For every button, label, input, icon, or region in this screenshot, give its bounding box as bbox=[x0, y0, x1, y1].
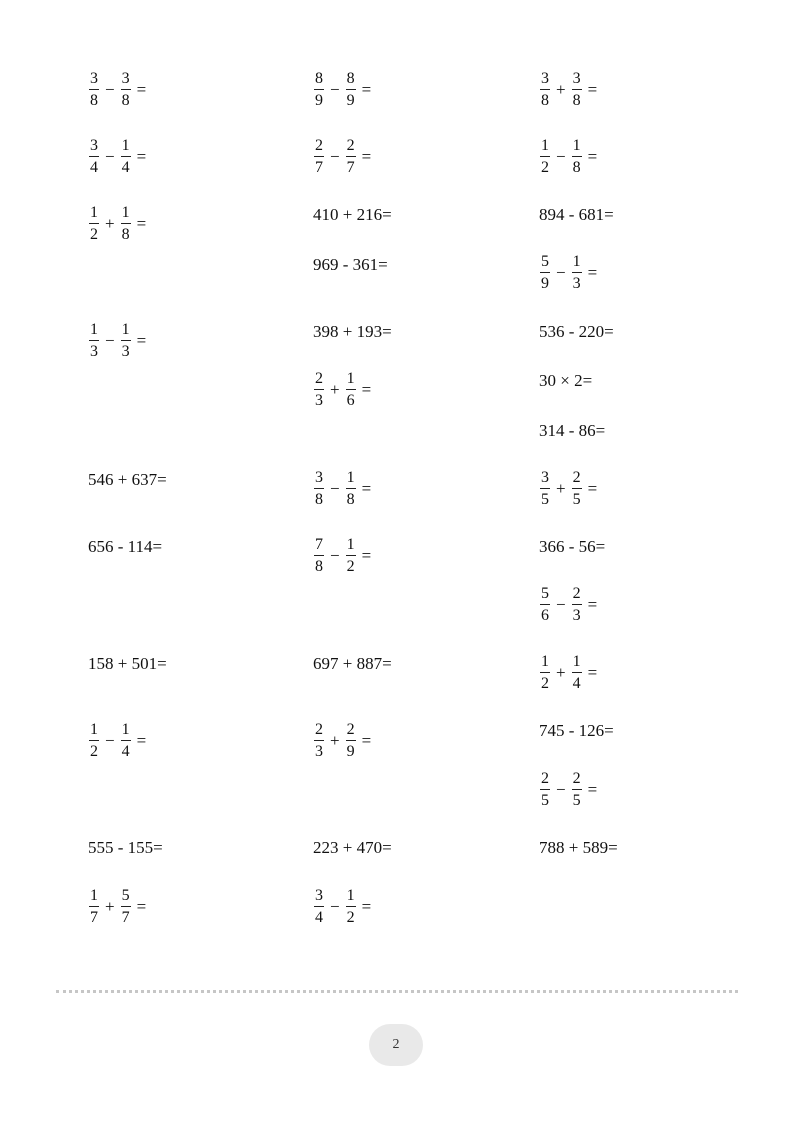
operator: + bbox=[105, 897, 115, 916]
fraction bbox=[540, 254, 550, 292]
math-problem bbox=[313, 367, 371, 413]
numerator: 3 bbox=[314, 470, 324, 489]
fraction bbox=[346, 888, 356, 926]
numerator: 1 bbox=[89, 205, 99, 224]
operator: − bbox=[330, 479, 340, 498]
math-problem bbox=[539, 309, 614, 355]
equals-sign: = bbox=[604, 205, 614, 224]
denominator: 3 bbox=[572, 275, 581, 292]
math-problem bbox=[539, 524, 605, 570]
denominator: 2 bbox=[541, 675, 549, 692]
denominator: 8 bbox=[315, 558, 323, 575]
page-number-badge bbox=[369, 1024, 423, 1066]
math-problem bbox=[539, 650, 597, 696]
math-problem bbox=[313, 884, 371, 930]
equals-sign: = bbox=[587, 663, 598, 682]
equals-sign: = bbox=[361, 380, 372, 399]
numerator: 3 bbox=[540, 470, 550, 489]
math-problem bbox=[539, 825, 618, 871]
math-problem bbox=[88, 67, 146, 113]
math-problem bbox=[313, 309, 392, 355]
equals-sign: = bbox=[136, 147, 147, 166]
equals-sign: = bbox=[582, 371, 593, 390]
denominator: 4 bbox=[121, 159, 130, 176]
fraction bbox=[121, 138, 131, 176]
denominator: 4 bbox=[90, 159, 98, 176]
fraction bbox=[346, 470, 356, 508]
denominator: 8 bbox=[346, 491, 355, 508]
equals-sign: = bbox=[361, 479, 372, 498]
equals-sign: = bbox=[157, 654, 167, 673]
denominator: 2 bbox=[90, 226, 98, 243]
arithmetic-expression: 366 - 56 bbox=[539, 537, 596, 556]
math-problem bbox=[539, 67, 597, 113]
numerator: 8 bbox=[314, 71, 324, 90]
denominator: 7 bbox=[121, 909, 130, 926]
fraction bbox=[540, 71, 550, 109]
numerator: 1 bbox=[346, 371, 356, 390]
operator: − bbox=[556, 147, 566, 166]
arithmetic-expression: 788 + 589 bbox=[539, 838, 609, 857]
numerator: 2 bbox=[572, 586, 582, 605]
fraction bbox=[89, 888, 99, 926]
math-problem bbox=[313, 134, 371, 180]
denominator: 8 bbox=[572, 159, 581, 176]
arithmetic-expression: 894 - 681 bbox=[539, 205, 605, 224]
fraction bbox=[121, 71, 131, 109]
operator: + bbox=[556, 663, 566, 682]
math-problem bbox=[313, 242, 388, 288]
numerator: 5 bbox=[540, 254, 550, 273]
denominator: 4 bbox=[572, 675, 581, 692]
numerator: 3 bbox=[572, 71, 582, 90]
operator: + bbox=[105, 214, 115, 233]
equals-sign: = bbox=[382, 654, 392, 673]
numerator: 1 bbox=[346, 888, 356, 907]
math-problem bbox=[313, 67, 371, 113]
math-problem bbox=[313, 533, 371, 579]
numerator: 1 bbox=[572, 138, 582, 157]
math-problem bbox=[313, 718, 371, 764]
numerator: 1 bbox=[121, 138, 131, 157]
arithmetic-expression: 158 + 501 bbox=[88, 654, 158, 673]
fraction bbox=[540, 586, 550, 624]
arithmetic-expression: 30 × 2 bbox=[539, 371, 583, 390]
numerator: 2 bbox=[572, 771, 582, 790]
fraction bbox=[89, 138, 99, 176]
equals-sign: = bbox=[153, 838, 163, 857]
fraction bbox=[572, 138, 582, 176]
numerator: 3 bbox=[540, 71, 550, 90]
math-problem bbox=[539, 767, 597, 813]
denominator: 7 bbox=[346, 159, 355, 176]
denominator: 8 bbox=[121, 92, 130, 109]
fraction bbox=[346, 138, 356, 176]
equals-sign: = bbox=[152, 537, 163, 556]
denominator: 9 bbox=[541, 275, 549, 292]
fraction bbox=[89, 722, 99, 760]
numerator: 1 bbox=[121, 205, 131, 224]
arithmetic-expression: 223 + 470 bbox=[313, 838, 383, 857]
math-problem bbox=[88, 201, 146, 247]
numerator: 1 bbox=[89, 722, 99, 741]
fraction bbox=[314, 722, 324, 760]
operator: + bbox=[556, 479, 566, 498]
denominator: 9 bbox=[315, 92, 323, 109]
math-problem bbox=[88, 318, 146, 364]
operator: − bbox=[556, 780, 566, 799]
denominator: 8 bbox=[90, 92, 98, 109]
arithmetic-expression: 969 - 361 bbox=[313, 255, 379, 274]
numerator: 1 bbox=[540, 654, 550, 673]
denominator: 6 bbox=[346, 392, 355, 409]
fraction bbox=[121, 205, 131, 243]
fraction bbox=[572, 71, 582, 109]
denominator: 3 bbox=[121, 343, 130, 360]
fraction bbox=[346, 537, 356, 575]
operator: + bbox=[556, 80, 566, 99]
math-problem bbox=[539, 708, 614, 754]
math-problem bbox=[313, 192, 392, 238]
math-problem bbox=[539, 250, 597, 296]
numerator: 1 bbox=[572, 654, 582, 673]
math-problem bbox=[88, 884, 146, 930]
denominator: 6 bbox=[541, 607, 549, 624]
fraction bbox=[121, 722, 131, 760]
fraction bbox=[540, 470, 550, 508]
numerator: 2 bbox=[346, 138, 356, 157]
equals-sign: = bbox=[382, 838, 392, 857]
math-problem bbox=[539, 192, 614, 238]
fraction bbox=[572, 654, 582, 692]
equals-sign: = bbox=[136, 731, 147, 750]
equals-sign: = bbox=[382, 322, 392, 341]
arithmetic-expression: 410 + 216 bbox=[313, 205, 383, 224]
numerator: 1 bbox=[89, 888, 99, 907]
math-problem bbox=[88, 134, 146, 180]
numerator: 1 bbox=[89, 322, 99, 341]
math-problem bbox=[88, 718, 146, 764]
fraction bbox=[121, 322, 131, 360]
arithmetic-expression: 546 + 637 bbox=[88, 470, 158, 489]
arithmetic-expression: 745 - 126 bbox=[539, 721, 605, 740]
equals-sign: = bbox=[382, 205, 392, 224]
fraction bbox=[346, 371, 356, 409]
denominator: 3 bbox=[315, 392, 323, 409]
operator: − bbox=[330, 546, 340, 565]
fraction bbox=[314, 71, 324, 109]
math-problem bbox=[313, 466, 371, 512]
denominator: 4 bbox=[121, 743, 130, 760]
arithmetic-expression: 656 - 114 bbox=[88, 537, 153, 556]
denominator: 3 bbox=[315, 743, 323, 760]
fraction bbox=[121, 888, 131, 926]
denominator: 5 bbox=[541, 792, 549, 809]
numerator: 1 bbox=[540, 138, 550, 157]
numerator: 2 bbox=[540, 771, 550, 790]
math-problem bbox=[539, 358, 592, 404]
equals-sign: = bbox=[587, 780, 598, 799]
equals-sign: = bbox=[587, 263, 598, 282]
fraction bbox=[540, 771, 550, 809]
operator: − bbox=[330, 897, 340, 916]
equals-sign: = bbox=[136, 214, 147, 233]
arithmetic-expression: 536 - 220 bbox=[539, 322, 605, 341]
numerator: 1 bbox=[346, 470, 356, 489]
fraction bbox=[572, 586, 582, 624]
fraction bbox=[572, 254, 582, 292]
operator: − bbox=[556, 595, 566, 614]
numerator: 5 bbox=[540, 586, 550, 605]
operator: − bbox=[105, 331, 115, 350]
numerator: 5 bbox=[121, 888, 131, 907]
denominator: 2 bbox=[541, 159, 549, 176]
dotted-divider bbox=[56, 990, 738, 993]
denominator: 2 bbox=[346, 909, 355, 926]
equals-sign: = bbox=[136, 80, 147, 99]
numerator: 7 bbox=[314, 537, 324, 556]
equals-sign: = bbox=[595, 537, 606, 556]
equals-sign: = bbox=[587, 595, 598, 614]
fraction bbox=[346, 722, 356, 760]
equals-sign: = bbox=[378, 255, 388, 274]
math-problem bbox=[539, 466, 597, 512]
operator: + bbox=[330, 380, 340, 399]
numerator: 8 bbox=[346, 71, 356, 90]
fraction bbox=[314, 470, 324, 508]
equals-sign: = bbox=[361, 897, 372, 916]
denominator: 5 bbox=[572, 792, 581, 809]
denominator: 8 bbox=[541, 92, 549, 109]
denominator: 2 bbox=[90, 743, 98, 760]
fraction bbox=[314, 371, 324, 409]
numerator: 3 bbox=[314, 888, 324, 907]
denominator: 9 bbox=[346, 743, 355, 760]
fraction bbox=[572, 470, 582, 508]
numerator: 3 bbox=[89, 71, 99, 90]
fraction bbox=[540, 138, 550, 176]
numerator: 3 bbox=[89, 138, 99, 157]
fraction bbox=[572, 771, 582, 809]
equals-sign: = bbox=[587, 80, 598, 99]
arithmetic-expression: 314 - 86 bbox=[539, 421, 596, 440]
equals-sign: = bbox=[608, 838, 618, 857]
operator: − bbox=[330, 147, 340, 166]
arithmetic-expression: 697 + 887 bbox=[313, 654, 383, 673]
numerator: 2 bbox=[314, 138, 324, 157]
math-problem bbox=[88, 825, 163, 871]
numerator: 1 bbox=[121, 722, 131, 741]
equals-sign: = bbox=[136, 331, 147, 350]
numerator: 1 bbox=[121, 322, 131, 341]
equals-sign: = bbox=[595, 421, 606, 440]
math-problem bbox=[88, 641, 167, 687]
operator: − bbox=[556, 263, 566, 282]
denominator: 8 bbox=[315, 491, 323, 508]
math-problem bbox=[539, 408, 605, 454]
equals-sign: = bbox=[361, 546, 372, 565]
fraction bbox=[89, 71, 99, 109]
equals-sign: = bbox=[587, 147, 598, 166]
equals-sign: = bbox=[157, 470, 167, 489]
arithmetic-expression: 398 + 193 bbox=[313, 322, 383, 341]
denominator: 3 bbox=[572, 607, 581, 624]
denominator: 8 bbox=[121, 226, 130, 243]
denominator: 9 bbox=[346, 92, 355, 109]
numerator: 2 bbox=[346, 722, 356, 741]
operator: + bbox=[330, 731, 340, 750]
numerator: 1 bbox=[346, 537, 356, 556]
numerator: 2 bbox=[314, 371, 324, 390]
numerator: 1 bbox=[572, 254, 582, 273]
operator: − bbox=[105, 147, 115, 166]
math-problem bbox=[539, 582, 597, 628]
math-problem bbox=[88, 457, 167, 503]
math-problem bbox=[313, 825, 392, 871]
denominator: 8 bbox=[572, 92, 581, 109]
fraction bbox=[89, 322, 99, 360]
operator: − bbox=[105, 731, 115, 750]
fraction bbox=[314, 537, 324, 575]
equals-sign: = bbox=[604, 721, 614, 740]
fraction bbox=[346, 71, 356, 109]
denominator: 3 bbox=[90, 343, 98, 360]
denominator: 4 bbox=[315, 909, 323, 926]
operator: − bbox=[105, 80, 115, 99]
equals-sign: = bbox=[361, 80, 372, 99]
page-number: 2 bbox=[392, 1037, 400, 1052]
fraction bbox=[314, 138, 324, 176]
math-problem bbox=[313, 641, 392, 687]
fraction bbox=[540, 654, 550, 692]
denominator: 5 bbox=[541, 491, 549, 508]
equals-sign: = bbox=[361, 147, 372, 166]
denominator: 5 bbox=[572, 491, 581, 508]
denominator: 7 bbox=[90, 909, 98, 926]
math-problem bbox=[88, 524, 162, 570]
fraction bbox=[89, 205, 99, 243]
denominator: 7 bbox=[315, 159, 323, 176]
numerator: 2 bbox=[572, 470, 582, 489]
numerator: 3 bbox=[121, 71, 131, 90]
equals-sign: = bbox=[136, 897, 147, 916]
equals-sign: = bbox=[361, 731, 372, 750]
math-problem bbox=[539, 134, 597, 180]
numerator: 2 bbox=[314, 722, 324, 741]
fraction bbox=[314, 888, 324, 926]
equals-sign: = bbox=[604, 322, 614, 341]
equals-sign: = bbox=[587, 479, 598, 498]
operator: − bbox=[330, 80, 340, 99]
arithmetic-expression: 555 - 155 bbox=[88, 838, 154, 857]
denominator: 2 bbox=[346, 558, 355, 575]
